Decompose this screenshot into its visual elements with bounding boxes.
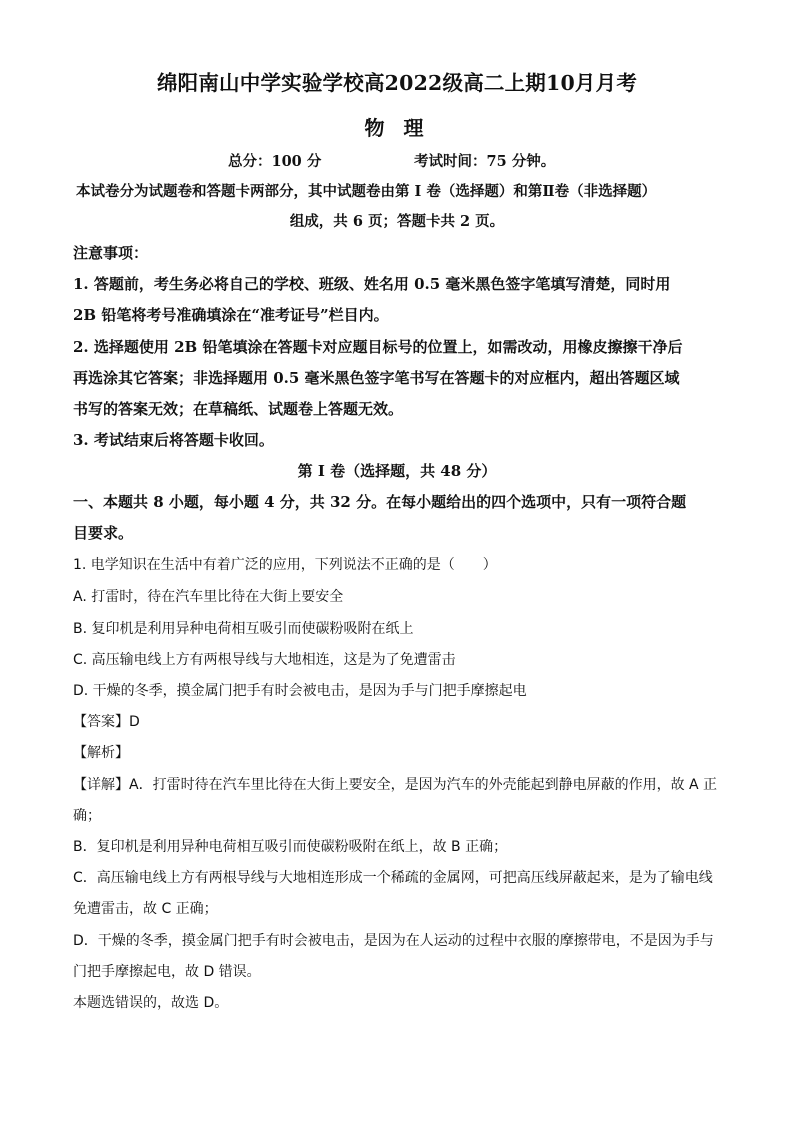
composition-line-2: 组成，共 6 页；答题卡共 2 页。 bbox=[289, 213, 505, 230]
part-1-instruction-line-2: 目要求。 bbox=[73, 524, 134, 542]
notice-heading: 注意事项： bbox=[73, 244, 149, 262]
answer-label: 【答案】D bbox=[73, 714, 140, 730]
detail-line-7: 门把手摩擦起电，故 D 错误。 bbox=[73, 964, 261, 980]
notice-item-2-line-3: 书写的答案无效；在草稿纸、试题卷上答题无效。 bbox=[73, 400, 404, 418]
total-score: 总分：100 分 bbox=[228, 153, 322, 170]
question-1-option-b: B. 复印机是利用异种电荷相互吸引而使碳粉吸附在纸上 bbox=[73, 621, 414, 637]
section-1-heading: 第 I 卷（选择题，共 48 分） bbox=[297, 462, 497, 480]
detail-line-3: B．复印机是利用异种电荷相互吸引而使碳粉吸附在纸上，故 B 正确； bbox=[73, 839, 508, 855]
composition-line-1: 本试卷分为试题卷和答题卡两部分，其中试题卷由第 I 卷（选择题）和第Ⅱ卷（非选择题） bbox=[76, 183, 657, 200]
detail-line-4: C．高压输电线上方有两根导线与大地相连形成一个稀疏的金属网，可把高压线屏蔽起来，是为了输电线 bbox=[73, 870, 713, 886]
question-1-option-d: D. 干燥的冬季，摸金属门把手有时会被电击，是因为手与门把手摩擦起电 bbox=[73, 683, 527, 699]
notice-item-2-line-1: 2. 选择题使用 2B 铅笔填涂在答题卡对应题目标号的位置上，如需改动，用橡皮擦擦干净后 bbox=[73, 338, 683, 356]
detail-line-6: D．干燥的冬季，摸金属门把手有时会被电击，是因为在人运动的过程中衣服的摩擦带电，不是因为手与 bbox=[73, 933, 714, 949]
part-1-instruction-line-1: 一、本题共 8 小题，每小题 4 分，共 32 分。在每小题给出的四个选项中，只有一项符合题 bbox=[73, 493, 687, 511]
notice-item-1-line-1: 1. 答题前，考生务必将自己的学校、班级、姓名用 0.5 毫米黑色签字笔填写清楚，同时用 bbox=[73, 275, 671, 293]
question-1-option-c: C. 高压输电线上方有两根导线与大地相连，这是为了免遭雷击 bbox=[73, 652, 456, 668]
exam-title: 绵阳南山中学实验学校高2022级高二上期10月月考 bbox=[156, 71, 638, 95]
analysis-label: 【解析】 bbox=[73, 745, 129, 761]
notice-item-2-line-2: 再选涂其它答案；非选择题用 0.5 毫米黑色签字笔书写在答题卡的对应框内，超出答题区域 bbox=[73, 369, 680, 387]
detail-line-2: 确； bbox=[73, 808, 101, 824]
subject-title: 物 理 bbox=[364, 116, 430, 140]
detail-line-5: 免遭雷击，故 C 正确； bbox=[73, 901, 218, 917]
question-1-option-a: A. 打雷时，待在汽车里比待在大街上要安全 bbox=[73, 589, 344, 605]
question-1-stem: 1. 电学知识在生活中有着广泛的应用，下列说法不正确的是（ ） bbox=[73, 557, 497, 573]
notice-item-3: 3. 考试结束后将答题卡收回。 bbox=[73, 431, 274, 449]
conclusion: 本题选错误的，故选 D。 bbox=[73, 995, 229, 1011]
detail-line-1: 【详解】A．打雷时待在汽车里比待在大街上要安全，是因为汽车的外壳能起到静电屏蔽的作用，故 A 正 bbox=[73, 777, 718, 793]
exam-time: 考试时间：75 分钟。 bbox=[414, 153, 556, 170]
notice-item-1-line-2: 2B 铅笔将考号准确填涂在“准考证号”栏目内。 bbox=[73, 306, 389, 324]
